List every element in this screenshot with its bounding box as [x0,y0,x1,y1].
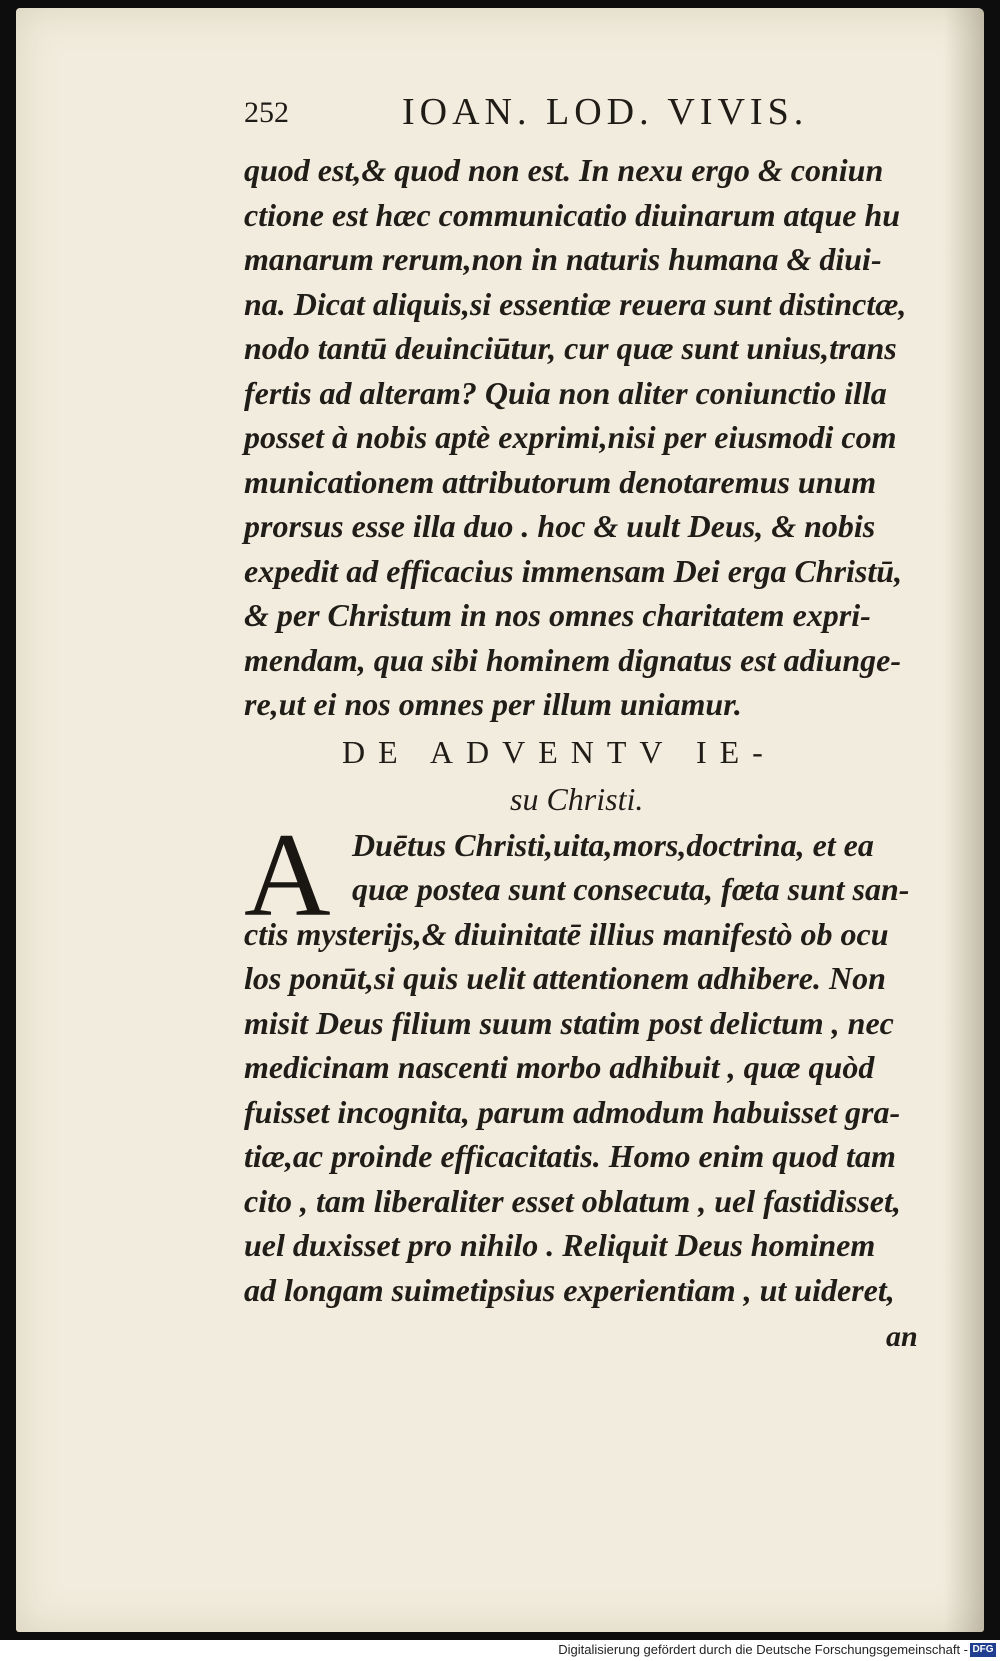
text-line: fuisset incognita, parum admodum habuisset gra- [244,1093,901,1130]
text-line: posset à nobis aptè exprimi,nisi per eiusmodi com [244,419,897,455]
running-head: IOAN. LOD. VIVIS. [402,91,809,133]
text-line: manarum rerum,non in naturis humana & diui- [244,241,882,277]
funding-credit: Digitalisierung gefördert durch die Deutsche Forschungsgemeinschaft - [558,1642,968,1657]
section-heading-continuation: su Christi. [510,780,644,817]
text-line: & per Christum in nos omnes charitatem expri- [244,597,871,633]
text-line: nodo tantū deuinciūtur, cur quæ sunt unius,trans [244,330,897,366]
text-line: municationem attributorum denotaremus unum [244,463,877,500]
text-line: fertis ad alteram? Quia non aliter coniunctio illa [244,374,887,411]
page-number: 252 [244,96,289,129]
digitization-footer [0,1640,1000,1661]
text-line: tiæ,ac proinde efficacitatis. Homo enim quod tam [244,1138,896,1174]
text-line: uel duxisset pro nihilo . Reliquit Deus hominem [244,1227,876,1263]
text-line: na. Dicat aliquis,si essentiæ reuera sunt distinctæ, [244,285,907,322]
text-line: ctione est hæc communicatio diuinarum atque hu [244,196,901,233]
text-line: cito , tam liberaliter esset oblatum , uel fastidisset, [244,1182,901,1219]
text-line: Duētus Christi,uita,mors,doctrina, et ea [352,826,874,863]
text-line: medicinam nascenti morbo adhibuit , quæ quòd [244,1049,875,1085]
text-line: misit Deus filium suum statim post delictum , nec [244,1004,894,1041]
text-line: re,ut ei nos omnes per illum uniamur. [244,686,742,722]
section-heading: DE ADVENTV IE- [342,733,776,770]
dfg-logo: DFG [970,1643,996,1657]
page-edge-shadow [944,8,984,1632]
text-line: los ponūt,si quis uelit attentionem adhibere. Non [244,960,886,996]
text-line: mendam, qua sibi hominem dignatus est adiunge- [244,641,901,678]
text-line: expedit ad efficacius immensam Dei erga Christū, [244,552,903,589]
text-line: ctis mysterijs,& diuinitatē illius manifestò ob ocu [244,915,889,952]
text-line: ad longam suimetipsius experientiam , ut uideret, [244,1271,895,1308]
page-header [244,90,814,140]
text-line: prorsus esse illa duo . hoc & uult Deus, & nobis [244,508,876,544]
text-line: quæ postea sunt consecuta, fœta sunt san- [352,871,910,907]
text-line: quod est,& quod non est. In nexu ergo & coniun [244,152,884,188]
catchword: an [886,1320,918,1353]
drop-cap-initial: A [244,807,331,941]
page-body [244,148,934,1312]
